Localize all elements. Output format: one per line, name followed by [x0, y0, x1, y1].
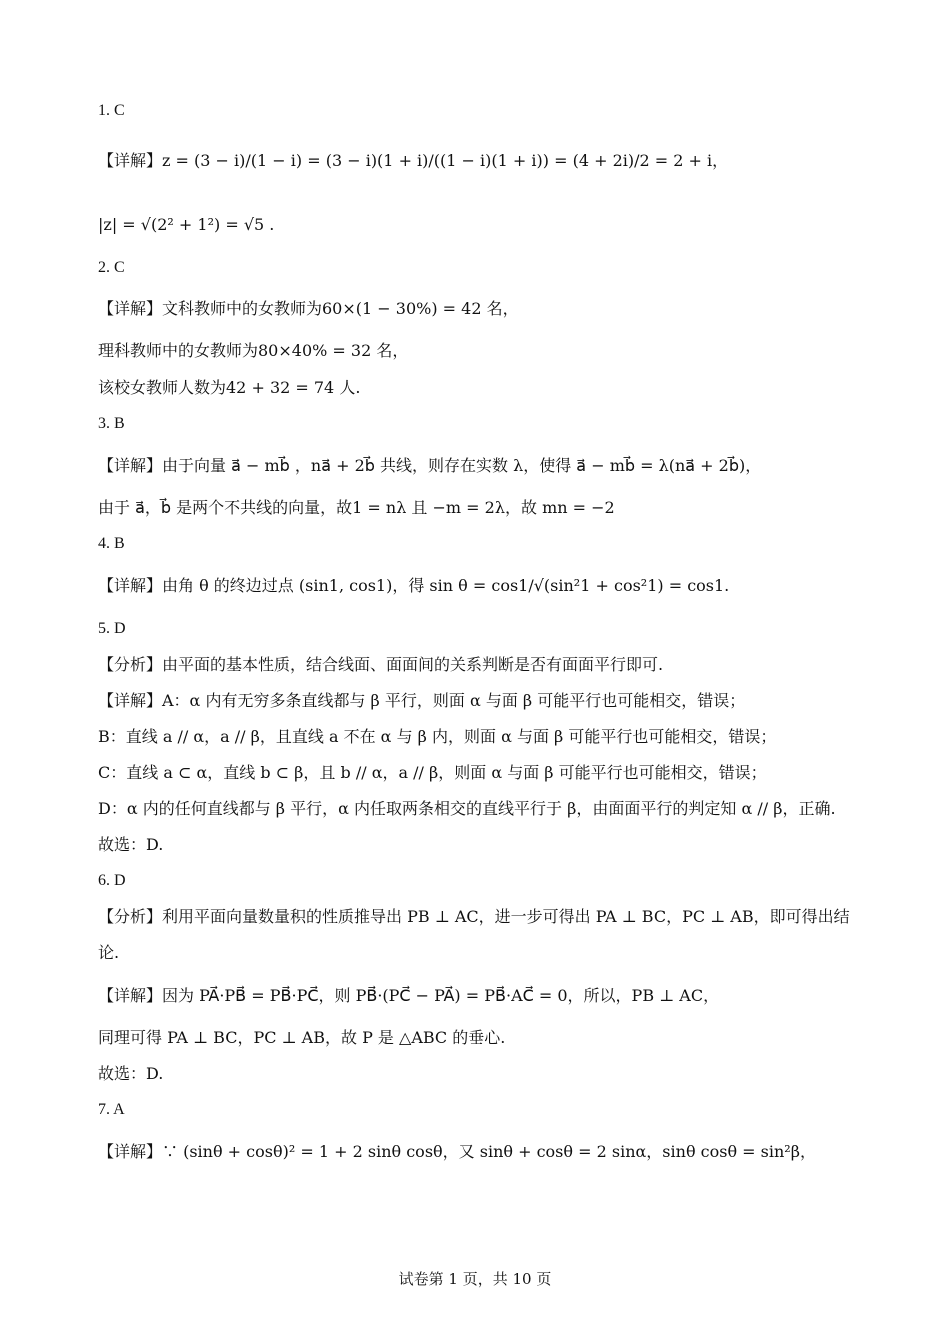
page-footer: 试卷第 1 页，共 10 页	[398, 1270, 552, 1288]
solution-line: 【详解】文科教师中的女教师为60×(1 − 30%) = 42 名，	[98, 299, 519, 318]
solution-line: B：直线 a // α，a // β，且直线 a 不在 α 与 β 内，则面 α 与面 β 可能平行也可能相交，错误；	[98, 727, 777, 746]
solution-line: 故选：D.	[98, 835, 164, 854]
question-answer-key: 3. B	[98, 415, 125, 432]
question-answer-key: 6. D	[98, 872, 126, 889]
solution-line: 同理可得 PA ⊥ BC，PC ⊥ AB，故 P 是 △ABC 的垂心.	[98, 1028, 506, 1047]
solution-line: C：直线 a ⊂ α，直线 b ⊂ β，且 b // α，a // β，则面 α 与面 β 可能平行也可能相交，错误；	[98, 763, 767, 782]
solution-line: 【详解】∵ (sinθ + cosθ)² = 1 + 2 sinθ cosθ，又 sinθ + cosθ = 2 sinα，sinθ cosθ = sin²β，	[98, 1142, 816, 1161]
solution-line: 【分析】由平面的基本性质，结合线面、面面间的关系判断是否有面面平行即可.	[98, 655, 664, 674]
solution-line: 【详解】由角 θ 的终边过点 (sin1, cos1)，得 sin θ = cos1/√(sin²1 + cos²1) = cos1.	[98, 576, 730, 595]
solution-line: 理科教师中的女教师为80×40% = 32 名，	[98, 341, 409, 360]
solution-line: 由于 a⃗，b⃗ 是两个不共线的向量，故1 = nλ 且 −m = 2λ，故 mn = −2	[98, 498, 615, 517]
question-answer-key: 2. C	[98, 259, 125, 276]
solution-line: 【详解】z = (3 − i)/(1 − i) = (3 − i)(1 + i)/((1 − i)(1 + i)) = (4 + 2i)/2 = 2 + i，	[98, 151, 729, 170]
solution-line: 【详解】A：α 内有无穷多条直线都与 β 平行，则面 α 与面 β 可能平行也可能相交，错误；	[98, 691, 746, 710]
solution-line: 故选：D.	[98, 1064, 164, 1083]
question-answer-key: 1. C	[98, 102, 125, 119]
solution-line: 【详解】因为 PA⃗·PB⃗ = PB⃗·PC⃗，则 PB⃗·(PC⃗ − PA⃗) = PB⃗·AC⃗ = 0，所以，PB ⊥ AC，	[98, 986, 720, 1005]
solution-line: 【分析】利用平面向量数量积的性质推导出 PB ⊥ AC，进一步可得出 PA ⊥ BC，PC ⊥ AB，即可得出结	[98, 907, 850, 926]
question-answer-key: 5. D	[98, 620, 126, 637]
solution-line: D：α 内的任何直线都与 β 平行，α 内任取两条相交的直线平行于 β，由面面平行的判定知 α // β，正确.	[98, 799, 836, 818]
solution-line: 该校女教师人数为42 + 32 = 74 人.	[98, 378, 361, 397]
question-answer-key: 4. B	[98, 535, 125, 552]
solution-line: |z| = √(2² + 1²) = √5 .	[98, 215, 275, 234]
question-answer-key: 7. A	[98, 1101, 125, 1118]
solution-line: 论.	[98, 943, 120, 962]
solution-line: 【详解】由于向量 a⃗ − mb⃗ ，na⃗ + 2b⃗ 共线，则存在实数 λ，使得 a⃗ − mb⃗ = λ(na⃗ + 2b⃗)，	[98, 456, 762, 475]
